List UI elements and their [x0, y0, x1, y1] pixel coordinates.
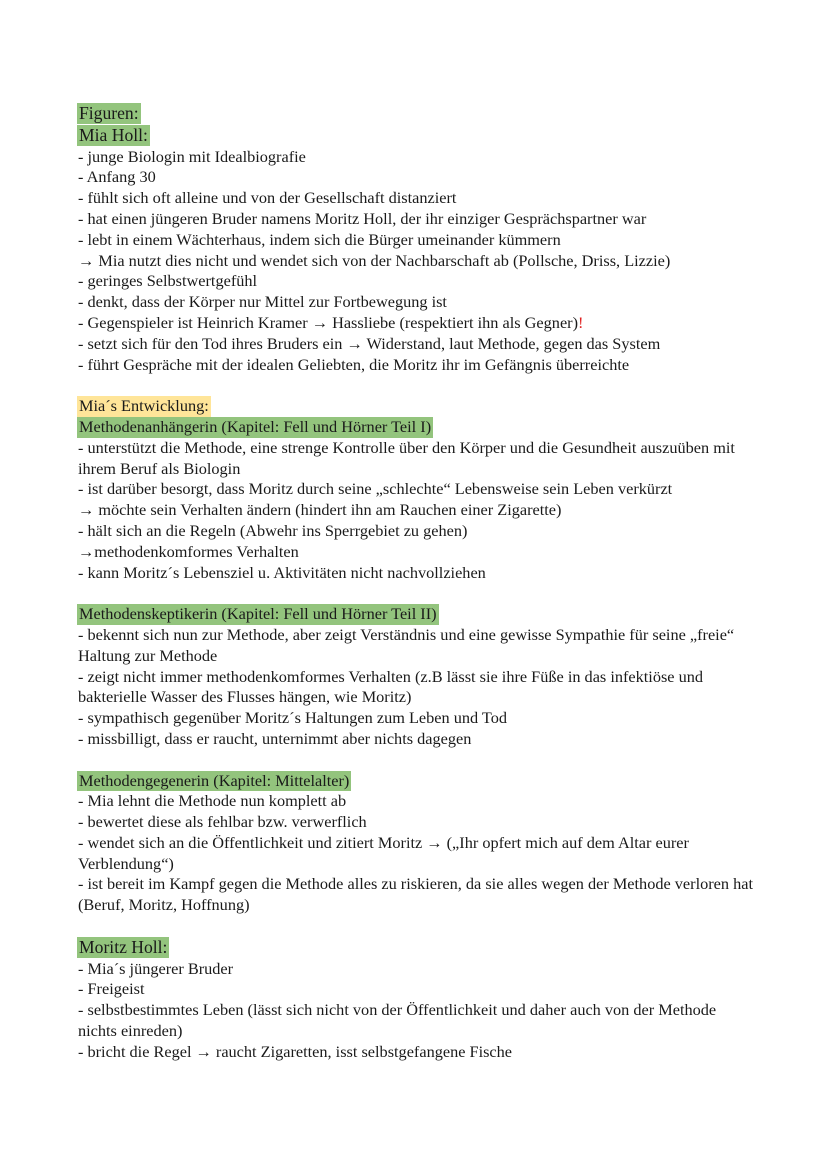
list-item	[78, 313, 758, 334]
list-item: - bewertet diese als fehlbar bzw. verwerflich	[78, 812, 367, 832]
list-item: - geringes Selbstwertgefühl	[78, 271, 258, 291]
list-item: - wendet sich an die Öffentlichkeit und zitiert Moritz → („Ihr opfert mich auf dem Altar eurer Verblendung“)	[78, 832, 689, 873]
list-item: - Freigeist	[78, 979, 145, 999]
list-item: → Mia nutzt dies nicht und wendet sich von der Nachbarschaft ab (Pollsche, Driss, Lizzie)	[78, 250, 671, 270]
list-item: - Anfang 30	[78, 167, 156, 187]
list-item: - hat einen jüngeren Bruder namens Moritz Holl, der ihr einziger Gesprächspartner war	[78, 208, 647, 228]
heading-methodenskeptikerin: Methodenskeptikerin (Kapitel: Fell und Hörner Teil II)	[79, 604, 437, 624]
list-item: - missbilligt, dass er raucht, unternimmt aber nichts dagegen	[78, 728, 472, 748]
list-item: - bekennt sich nun zur Methode, aber zeigt Verständnis und eine gewisse Sympathie für seine „freie“ Haltung zur Methode	[78, 624, 735, 665]
phase-heading	[78, 604, 758, 625]
phase-heading	[78, 771, 758, 792]
list-item: - selbstbestimmtes Leben (lässt sich nicht von der Öffentlichkeit und daher auch von der Methode nichts einreden)	[78, 1000, 717, 1041]
document-page	[78, 103, 758, 1063]
heading-mia-holl: Mia Holl:	[79, 124, 148, 145]
heading-moritz-holl: Moritz Holl:	[79, 936, 168, 957]
list-item: - bricht die Regel → raucht Zigaretten, isst selbstgefangene Fische	[78, 1041, 513, 1061]
list-item: - zeigt nicht immer methodenkomformes Verhalten (z.B lässt sie ihre Füße in das infektiöse und bakterielle Wasser des Flusses hängen, wie Moritz)	[78, 666, 704, 707]
list-item: - denkt, dass der Körper nur Mittel zur Fortbewegung ist	[78, 292, 447, 312]
heading-figuren: Figuren:	[79, 103, 139, 123]
list-item: - Mia lehnt die Methode nun komplett ab	[78, 791, 347, 811]
list-item: - fühlt sich oft alleine und von der Gesellschaft distanziert	[78, 188, 457, 208]
list-item: - führt Gespräche mit der idealen Geliebten, die Moritz ihr im Gefängnis überreichte	[78, 354, 630, 374]
list-item: - hält sich an die Regeln (Abwehr ins Sperrgebiet zu gehen)	[78, 520, 468, 540]
list-item: - ist bereit im Kampf gegen die Methode alles zu riskieren, da sie alles wegen der Methode verloren hat (Beruf, Moritz, Hoffnung)	[78, 874, 753, 915]
exclamation-mark: !	[578, 312, 584, 332]
character-heading-mia	[78, 125, 758, 147]
heading-mias-entwicklung: Mia´s Entwicklung:	[79, 396, 209, 416]
list-item: - Mia´s jüngerer Bruder	[78, 958, 234, 978]
list-item: - setzt sich für den Tod ihres Bruders ein → Widerstand, laut Methode, gegen das System	[78, 333, 661, 353]
heading-methodenanhaengerin: Methodenanhängerin (Kapitel: Fell und Hörner Teil I)	[79, 416, 432, 436]
section-heading-entwicklung	[78, 396, 758, 417]
list-item: - sympathisch gegenüber Moritz´s Haltungen zum Leben und Tod	[78, 708, 508, 728]
phase-heading	[78, 417, 758, 438]
list-item-text: - Gegenspieler ist Heinrich Kramer → Hassliebe (respektiert ihn als Gegner)	[78, 312, 579, 332]
list-item: - ist darüber besorgt, dass Moritz durch seine „schlechte“ Lebensweise sein Leben verkürzt	[78, 479, 673, 499]
heading-methodengegenerin: Methodengegenerin (Kapitel: Mittelalter)	[79, 770, 350, 790]
list-item: → möchte sein Verhalten ändern (hindert ihn am Rauchen einer Zigarette)	[78, 500, 562, 520]
list-item: - lebt in einem Wächterhaus, indem sich die Bürger umeinander kümmern	[78, 229, 561, 249]
section-heading-figuren	[78, 103, 758, 125]
list-item: - junge Biologin mit Idealbiografie	[78, 146, 306, 166]
list-item: - kann Moritz´s Lebensziel u. Aktivitäten nicht nachvollziehen	[78, 562, 486, 582]
list-item: - unterstützt die Methode, eine strenge Kontrolle über den Körper und die Gesundheit auszuüben mit ihrem Beruf als Biologin	[78, 437, 735, 478]
character-heading-moritz	[78, 937, 758, 959]
list-item: →methodenkomformes Verhalten	[78, 541, 299, 561]
